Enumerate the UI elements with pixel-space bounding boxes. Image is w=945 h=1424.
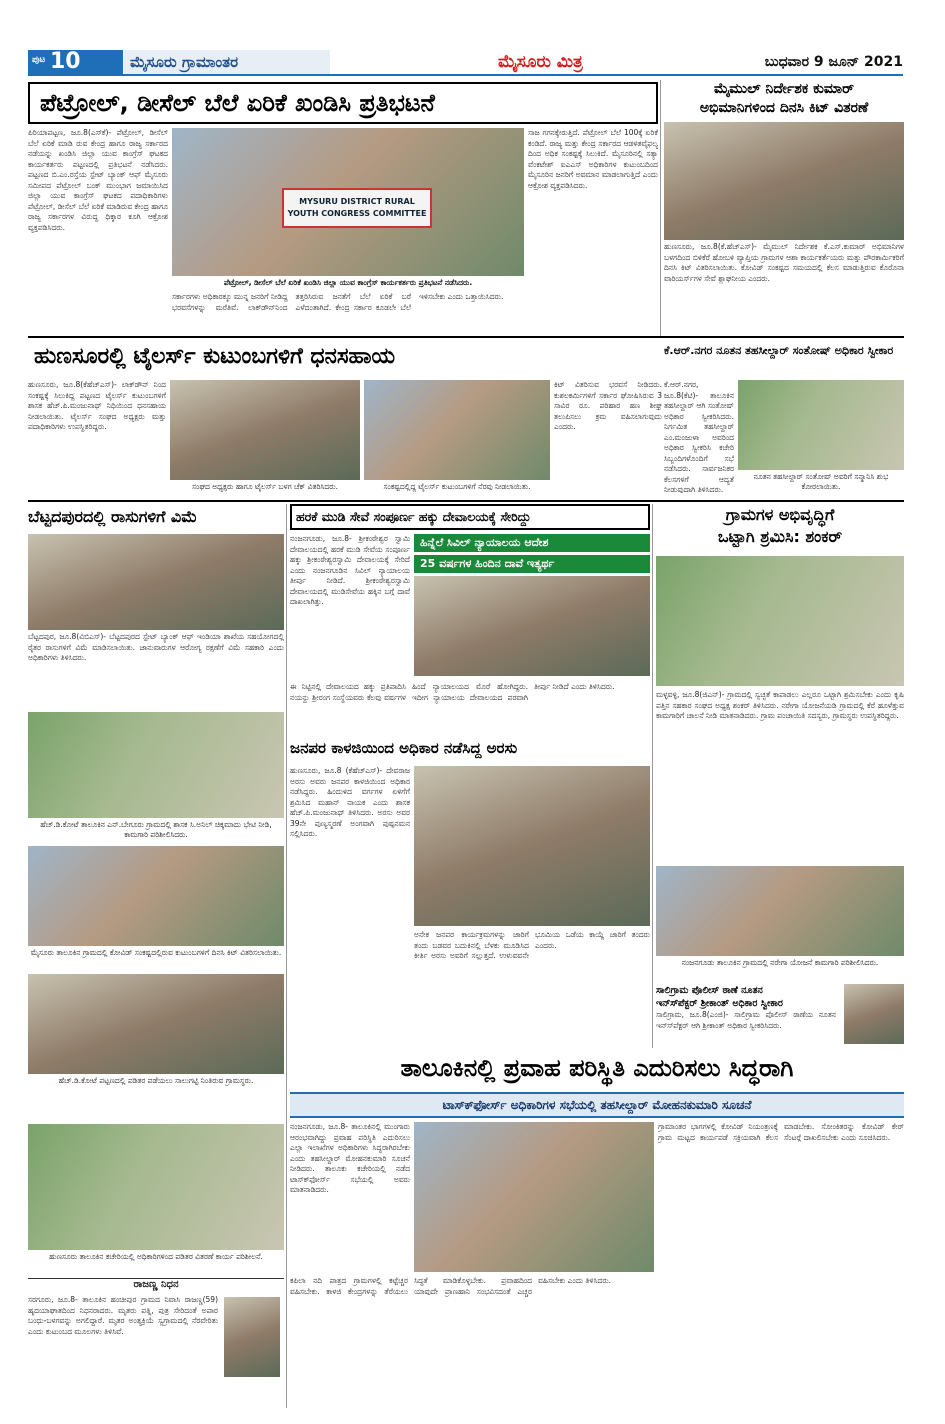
divider-2 (28, 500, 904, 502)
villages-headline-line2: ಒಟ್ಟಾಗಿ ಶ್ರಮಿಸಿ: ಶಂಕರ್ (717, 527, 843, 546)
mymul-body: ಹುಣಸೂರು, ಜೂ.8(ಕೆ.ಹೆಚ್‍ಎಸ್)- ಮೈಮುಲ್ ನಿರ್ದೇಶಕ ಕೆ.ಎಸ್.ಕುಮಾರ್ ಅಭಿಮಾನಿಗಳ ಬಳಗದಿಂದ ಬಿಳಿಕೆರೆ ಹೋಬಳಿ ವ್ಯಾಪ್ತಿಯ ಗ್ರಾಮಗಳ ಆಶಾ ಕಾರ್ಯಕರ್ತೆಯರು ಮತ್ತು ಪೌರಕಾರ್ಮಿಕರಿಗೆ ದಿನಸಿ ಕಿಟ್ ವಿತರಿಸಲಾಯಿತು. ಕೋವಿಡ್ ಸಂಕಷ್ಟದ ಸಮಯದಲ್ಲಿ ಕೆಲಸ ಮಾಡುತ್ತಿರುವ ಕೊರೊನಾ ವಾರಿಯರ್ಸ್‍ಗಳ ಸೇವೆ ಶ್ಲಾಘನೀಯ ಎಂದರು. (664, 242, 904, 283)
fuel-protest-photo (172, 128, 524, 276)
arasu-body-2: ಅನೇಕ ಜನಪರ ಕಾರ್ಯಕ್ರಮಗಳನ್ನು ಜಾರಿಗೆ ತಂದು ಬಡವರ ಬದುಕಿನಲ್ಲಿ ಬೆಳಕು ಮೂಡಿಸಿದ ಕೀರ್ತಿ ಅರಸು ಅವರಿಗೆ ಸಲ್ಲುತ್ತದೆ. ಉಳುವವನೇ ಭೂಮಿಯ ಒಡೆಯ ಕಾಯ್ದೆ ಜಾರಿಗೆ ತಂದರು ಎಂದರು. (414, 930, 650, 960)
relief-photo-1 (28, 712, 284, 818)
cows-photo (28, 534, 284, 630)
temple-feature (414, 534, 650, 678)
temple-bullet-1: ಹಿನ್ನೆಲೆ ಸಿವಿಲ್ ನ್ಯಾಯಾಲಯ ಆದೇಶ (414, 534, 650, 552)
hunsur-ration-caption: ಹುಣಸೂರು ತಾಲೂಕಿನ ಕಚೇರಿಯಲ್ಲಿ ಅಧಿಕಾರಿಗಳಿಂದ ಪಡಿತರ ವಿತರಣೆ ಕಾರ್ಯ ಪರಿಶೀಲನೆ. (49, 1252, 263, 1261)
fuel-body-right: ಸಾಜ ಗಗನಕ್ಕೇರುತ್ತಿದೆ. ಪೆಟ್ರೋಲ್ ಬೆಲೆ 100ಕ್ಕೆ ಏರಿಕೆ ಕಂಡಿದೆ. ರಾಜ್ಯ ಮತ್ತು ಕೇಂದ್ರ ಸರ್ಕಾರದ ಆಡಳಿತವೈಫಲ್ಯ ದಿಂದ ಅಧಿಕ ಸಂಕಷ್ಟಕ್ಕೆ ಸಿಲುಕಿದೆ. ಮೈಸೂರಿನಲ್ಲಿ ಸತ್ಯಾ ವೆಂಕಟೇಶ್ ಐಎಎಸ್ ಅಧಿಕಾರಿಗಳ ಕುಟುಂಬದಿಂದ ಮೈಸೂರಿನ ಜನರಿಗೆ ಅವಮಾನ ಮಾಡಲಾಗುತ್ತಿದೆ ಎಂದು ಆಕ್ರೋಶ ವ್ಯಕ್ತಪಡಿಸಿದರು. (528, 128, 658, 190)
fuel-body-bottom: ಸರ್ಕಾರಗಳು ಅಧಿಕಾರಕ್ಕೂ ಮುನ್ನ ಜನರಿಗೆ ನೀಡಿದ್ದ ಭರವಸೆಗಳನ್ನು ಮರೆತಿವೆ. ಲಾಕ್‍ಡೌನ್‍ನಿಂದ ತತ್ತರಿಸಿರುವ ಜನತೆಗೆ ಬೆಲೆ ಏರಿಕೆ ಬರೆ ಎಳೆದಂತಾಗಿದೆ. ಕೇಂದ್ರ ಸರ್ಕಾರ ಕೂಡಲೇ ಬೆಲೆ ಇಳಿಸಬೇಕು ಎಂದು ಒತ್ತಾಯಿಸಿದರು. (172, 292, 504, 312)
tailors-photo-2 (364, 380, 550, 480)
krnagar-headline: ಕೆ.ಆರ್.ನಗರ ನೂತನ ತಹಸೀಲ್ದಾರ್ ಸಂತೋಷ್ ಅಧಿಕಾರ ಸ್ವೀಕಾರ (664, 344, 894, 357)
page-word: ಪುಟ (32, 55, 46, 65)
krnagar-photo (738, 380, 904, 470)
inspector-headline-line2: ಇನ್ಸ್‍ಪೆಕ್ಟರ್ ಶ್ರೀಕಾಂತ್ ಅಧಿಕಾರ ಸ್ವೀಕಾರ (656, 998, 783, 1009)
flood-subhead: ಟಾಸ್ಕ್‍ಫೋರ್ಸ್ ಅಧಿಕಾರಿಗಳ ಸಭೆಯಲ್ಲಿ ತಹಸೀಲ್ದಾರ್ ಮೋಹನಕುಮಾರಿ ಸೂಚನೆ (290, 1092, 904, 1118)
obituary (28, 1278, 284, 1408)
temple-body-2: ಈ ನಿಟ್ಟಿನಲ್ಲಿ ದೇವಾಲಯದ ಹಕ್ಕು ಪ್ರತಿಪಾದಿಸಿ ನಯನ್ದು ಶ್ರೀರಂಗ ಸಂಸ್ಥೆಯವರು ಕೆಲವು ವರ್ಷಗಳ ಹಿಂದೆ ನ್ಯಾಯಾಲಯದ ಮೊರೆ ಹೋಗಿದ್ದರು. ಇದೀಗ ನ್ಯಾಯಾಲಯ ದೇವಾಲಯದ ಪರವಾಗಿ ತೀರ್ಪು ನೀಡಿದೆ ಎಂದು ತಿಳಿಸಿದರು. (290, 682, 615, 702)
tailors-caption-2: ಸಂಕಷ್ಟದಲ್ಲಿದ್ದ ಟೈಲರ್ಸ್ ಕುಟುಂಬಗಳಿಗೆ ನೆರವು ನೀಡಲಾಯಿತು. (383, 482, 531, 491)
mymul-headline (664, 80, 904, 120)
temple-headline: ಹರಕೆ ಮುಡಿ ಸೇವೆ ಸಂಪೂರ್ಣ ಹಕ್ಕು ದೇವಾಲಯಕ್ಕೆ ಸೇರಿದ್ದು (290, 504, 650, 530)
villages-photo-2 (656, 866, 904, 956)
tailors-photo-1 (170, 380, 360, 480)
tailors-headline: ಹುಣಸೂರಲ್ಲಿ ಟೈಲರ್ಸ್ ಕುಟುಂಬಗಳಿಗೆ ಧನಸಹಾಯ (34, 344, 396, 369)
tailors-body-2: ಕಿಟ್ ವಿತರಿಸುವ ಭರವಸೆ ನೀಡಿದರು. ಕುಶಲಕರ್ಮಿಗಳಿಗೆ ಸರ್ಕಾರ ಘೋಷಿಸಿರುವ 3 ಸಾವಿರ ರೂ. ಪರಿಹಾರ ಹಣ ಶೀಘ್ರ ತಲುಪಿಸಲು ಕ್ರಮ ವಹಿಸಲಾಗುವುದು ಎಂದರು. (554, 380, 662, 431)
obituary-body: ಸರಗೂರು, ಜೂ.8- ತಾಲೂಕಿನ ಹಂಚೀಪುರ ಗ್ರಾಮದ ನಿವಾಸಿ ರಾಜಣ್ಣ(59) ಹೃದಯಾಘಾತದಿಂದ ನಿಧನರಾದರು. ಮೃತರು ಪತ್ನಿ, ಪುತ್ರ ಸೇರಿದಂತೆ ಅಪಾರ ಬಂಧು-ಬಳಗವನ್ನು ಅಗಲಿದ್ದಾರೆ. ಮೃತರ ಅಂತ್ಯಕ್ರಿಯೆ ಸ್ವಗ್ರಾಮದಲ್ಲಿ ನೆರವೇರಿತು ಎಂದು ಕುಟುಂಬದ ಮೂಲಗಳು ತಿಳಿಸಿವೆ. (28, 1295, 218, 1336)
column-rule-1 (286, 504, 287, 1408)
arasu-body: ಹುಣಸೂರು, ಜೂ.8 (ಕೆಹೆಚ್‍ಎಸ್)- ದೇವರಾಜ ಅರಸು ಅವರು ಜನಪರ ಕಾಳಜಿಯಿಂದ ಅಧಿಕಾರ ನಡೆಸಿದ್ದರು. ಹಿಂದುಳಿದ ವರ್ಗಗಳ ಏಳಿಗೆಗೆ ಶ್ರಮಿಸಿದ ಮಹಾನ್ ನಾಯಕ ಎಂದು ಶಾಸಕ ಹೆಚ್.ಪಿ.ಮಂಜುನಾಥ್ ತಿಳಿಸಿದರು. ಅರಸು ಅವರ 39ನೇ ಪುಣ್ಯಸ್ಮರಣೆ ಅಂಗವಾಗಿ ಪುಷ್ಪನಮನ ಸಲ್ಲಿಸಿದರು. (290, 766, 410, 838)
inspector-headline-line1: ಸಾಲಿಗ್ರಾಮ ಪೊಲೀಸ್ ಠಾಣೆ ನೂತನ (656, 985, 763, 996)
fuel-photo-caption: ಪೆಟ್ರೋಲ್, ಡೀಸೆಲ್ ಬೆಲೆ ಏರಿಕೆ ಖಂಡಿಸಿ ಜಿಲ್ಲಾ ಯುವ ಕಾಂಗ್ರೆಸ್ ಕಾರ್ಯಕರ್ತರು ಪ್ರತಿಭಟನೆ ನಡೆಸಿದರು. (223, 278, 473, 287)
villages-headline (656, 504, 904, 552)
obituary-heading: ರಾಜಣ್ಣ ನಿಧನ (133, 1279, 179, 1290)
cows-caption: ಬೆಟ್ಟದಪುರ, ಜೂ.8(ವಿಬಿಎಸ್)- ಬೆಟ್ಟದಪುರದ ಸ್ಟೇಟ್ ಬ್ಯಾಂಕ್ ಆಫ್ ಇಂಡಿಯಾ ಶಾಖೆಯ ಸಹಯೋಗದಲ್ಲಿ ರೈತರ ರಾಸುಗಳಿಗೆ ವಿಮೆ ಮಾಡಿಸಲಾಯಿತು. ಜಾನುವಾರುಗಳ ಆರೋಗ್ಯ ರಕ್ಷಣೆಗೆ ವಿಮೆ ಸಹಕಾರಿ ಎಂದು ಅಧಿಕಾರಿಗಳು ತಿಳಿಸಿದರು. (28, 632, 284, 662)
relief-caption-2: ಮೈಸೂರು ತಾಲೂಕಿನ ಗ್ರಾಮದಲ್ಲಿ ಕೋವಿಡ್ ಸಂಕಷ್ಟದಲ್ಲಿರುವ ಕುಟುಂಬಗಳಿಗೆ ದಿನಸಿ ಕಿಟ್ ವಿತರಿಸಲಾಯಿತು. (30, 948, 282, 957)
column-rule-2 (652, 504, 653, 1048)
krnagar-body: ಕೆ.ಆರ್.ನಗರ, ಜೂ.8(ಕೆಟಿ)- ತಾಲೂಕಿನ ತಹಸೀಲ್ದಾರ್ ಆಗಿ ಸಂತೋಷ್ ಅಧಿಕಾರ ಸ್ವೀಕರಿಸಿದರು. ನಿರ್ಗಮಿತ ತಹಸೀಲ್ದಾರ್ ಎಂ.ಮಂಜುಳಾ ಅವರಿಂದ ಅಧಿಕಾರ ಸ್ವೀಕರಿಸಿ ಕಚೇರಿ ಸಿಬ್ಬಂದಿಗಳೊಂದಿಗೆ ಸಭೆ ನಡೆಸಿದರು. ಸಾರ್ವಜನಿಕರ ಕೆಲಸಗಳಿಗೆ ಆದ್ಯತೆ ನೀಡುವುದಾಗಿ ತಿಳಿಸಿದರು. (664, 380, 734, 494)
inspector-story (656, 984, 904, 1046)
relief-caption-1: ಹೆಚ್.ಡಿ.ಕೋಟೆ ತಾಲೂಕಿನ ಎನ್.ಬೇಗೂರು ಗ್ರಾಮದಲ್ಲಿ ಶಾಸಕ ಸಿ.ಅನಿಲ್ ಚಿಕ್ಕಮಾದು ಭೇಟಿ ನೀಡಿ, ಕಾಮಗಾರಿ ಪರಿಶೀಲಿಸಿದರು. (40, 820, 272, 839)
flood-body-2: ಕಪಿಲಾ ನದಿ ಪಾತ್ರದ ಗ್ರಾಮಗಳಲ್ಲಿ ಕಟ್ಟೆಚ್ಚರ ವಹಿಸಬೇಕು. ಕಾಳಜಿ ಕೇಂದ್ರಗಳನ್ನು ತೆರೆಯಲು ಸಿದ್ಧತೆ ಮಾಡಿಕೊಳ್ಳಬೇಕು. ಪ್ರವಾಹದಿಂದ ಯಾವುದೇ ಪ್ರಾಣಹಾನಿ ಸಂಭವಿಸದಂತೆ ಎಚ್ಚರ ವಹಿಸಬೇಕು ಎಂದು ತಿಳಿಸಿದರು. (290, 1276, 612, 1296)
divider-1 (28, 336, 904, 338)
section-name: ಮೈಸೂರು ಗ್ರಾಮಾಂತರ (124, 50, 330, 74)
temple-bullet-2: 25 ವರ್ಷಗಳ ಹಿಂದಿನ ದಾವೆ ಇತ್ಯರ್ಥ (414, 555, 650, 573)
fuel-body-left: ಪಿರಿಯಾಪಟ್ಟಣ, ಜೂ.8(ಎಸ್‍ಕೆ)- ಪೆಟ್ರೋಲ್, ಡೀಸೆಲ್ ಬೆಲೆ ಏರಿಕೆ ಮಾಡಿ ರುವ ಕೇಂದ್ರ ಹಾಗೂ ರಾಜ್ಯ ಸರ್ಕಾರದ ನಡೆಯನ್ನು ಖಂಡಿಸಿ ಜಿಲ್ಲಾ ಯುವ ಕಾಂಗ್ರೆಸ್ ಘಟಕದ ಕಾರ್ಯಕರ್ತರು ಪಟ್ಟಣದಲ್ಲಿ ಪ್ರತಿಭಟನೆ ನಡೆಸಿದರು. ಪಟ್ಟಣದ ಬಿ.ಎಂ.ರಸ್ತೆಯ ಸ್ಟೇಟ್ ಬ್ಯಾಂಕ್ ಆಫ್ ಮೈಸೂರು ಸಮೀಪದ ಪೆಟ್ರೋಲ್ ಬಂಕ್ ಮುಂಭಾಗ ಜಮಾಯಿಸಿದ ಜಿಲ್ಲಾ ಯುವ ಕಾಂಗ್ರೆಸ್ ಘಟಕದ ಪದಾಧಿಕಾರಿಗಳು ಪೆಟ್ರೋಲ್, ಡೀಸೆಲ್ ಬೆಲೆ ಏರಿಕೆ ಮಾಡಿರುವ ಕೇಂದ್ರ ಹಾಗೂ ರಾಜ್ಯ ಸರ್ಕಾರಗಳ ವಿರುದ್ಧ ಧಿಕ್ಕಾರ ಕೂಗಿ ಆಕ್ರೋಶ ವ್ಯಕ್ತಪಡಿಸಿದರು. (28, 128, 168, 232)
relief-photo-3 (28, 974, 284, 1074)
fuel-headline: ಪೆಟ್ರೋಲ್, ಡೀಸೆಲ್ ಬೆಲೆ ಏರಿಕೆ ಖಂಡಿಸಿ ಪ್ರತಿಭಟನೆ (28, 82, 658, 124)
arasu-photo (414, 766, 650, 926)
mymul-headline-line1: ಮೈಮುಲ್ ನಿರ್ದೇಶಕ ಕುಮಾರ್ (713, 81, 855, 97)
congress-banner: MYSURU DISTRICT RURAL YOUTH CONGRESS COMMITTEE (282, 188, 432, 228)
flood-headline: ತಾಲೂಕಿನಲ್ಲಿ ಪ್ರವಾಹ ಪರಿಸ್ಥಿತಿ ಎದುರಿಸಲು ಸಿದ್ಧರಾಗಿ (400, 1054, 794, 1082)
villages-body: ಮಳ್ಳವಳ್ಳಿ, ಜೂ.8(ಜಿಎನ್)- ಗ್ರಾಮದಲ್ಲಿ ಸ್ವಚ್ಛತೆ ಕಾಪಾಡಲು ಎಲ್ಲರೂ ಒಟ್ಟಾಗಿ ಶ್ರಮಿಸಬೇಕು ಎಂದು ಕೃಷಿ ಪತ್ತಿನ ಸಹಕಾರ ಸಂಘದ ಅಧ್ಯಕ್ಷ ಶಂಕರ್ ತಿಳಿಸಿದರು. ನರೇಗಾ ಯೋಜನೆಯಡಿ ಗ್ರಾಮದಲ್ಲಿ ಕೆರೆ ಹೂಳೆತ್ತುವ ಕಾಮಗಾರಿಗೆ ಚಾಲನೆ ನೀಡಿ ಮಾತನಾಡಿದರು. ಗ್ರಾಮ ಪಂಚಾಯಿತಿ ಸದಸ್ಯರು, ಗ್ರಾಮಸ್ಥರು ಉಪಸ್ಥಿತರಿದ್ದರು. (656, 690, 904, 720)
villages-photo (656, 556, 904, 686)
obituary-photo (224, 1297, 280, 1377)
temple-photo (414, 576, 650, 676)
page-tag (28, 50, 239, 74)
masthead-rule (28, 74, 903, 76)
temple-body-1: ನಂಜನಗೂಡು, ಜೂ.8- ಶ್ರೀಕಂಠೇಶ್ವರ ಸ್ವಾಮಿ ದೇವಾಲಯದಲ್ಲಿ ಹರಕೆ ಮುಡಿ ಸೇವೆಯ ಸಂಪೂರ್ಣ ಹಕ್ಕು ಶ್ರೀಕಂಠೇಶ್ವರಸ್ವಾಮಿ ದೇವಾಲಯಕ್ಕೆ ಸೇರಿದೆ ಎಂದು ನಂಜನಗೂಡಿನ ಸಿವಿಲ್ ನ್ಯಾಯಾಲಯ ತೀರ್ಪು ನೀಡಿದೆ. ಶ್ರೀಕಂಠೇಶ್ವರಸ್ವಾಮಿ ದೇವಾಲಯದಲ್ಲಿ ಮುಡಿಸೇವೆಯ ಹಕ್ಕಿನ ಬಗ್ಗೆ ದಾವೆ ದಾಖಲಾಗಿತ್ತು. (290, 534, 410, 606)
inspector-photo (844, 984, 904, 1044)
tailors-caption-1: ಸಂಘದ ಅಧ್ಯಕ್ಷರು ಹಾಗೂ ಟೈಲರ್ಸ್ ಬಳಗ ಚೆಕ್ ವಿತರಿಸಿದರು. (192, 482, 338, 491)
flood-meeting-photo (414, 1122, 654, 1272)
page-number: 10 (50, 50, 81, 74)
masthead (28, 50, 903, 76)
arasu-headline: ಜನಪರ ಕಾಳಜಿಯಿಂದ ಅಧಿಕಾರ ನಡೆಸಿದ್ದ ಅರಸು (290, 739, 518, 757)
mymul-photo (664, 122, 904, 240)
krnagar-caption: ನೂತನ ತಹಸೀಲ್ದಾರ್ ಸಂತೋಷ್ ಅವರಿಗೆ ಸನ್ಮಾನಿಸಿ ಶುಭ ಕೋರಲಾಯಿತು. (753, 472, 889, 491)
flood-body-3: ಗ್ರಾಮಾಂತರ ಭಾಗಗಳಲ್ಲಿ ಕೋವಿಡ್ ನಿಯಂತ್ರಣಕ್ಕೆ ಗ್ರಾಮ ಮಟ್ಟದ ಕಾರ್ಯಪಡೆ ಸಕ್ರಿಯವಾಗಿ ಕೆಲಸ ಮಾಡಬೇಕು. ಸೋಂಕಿತರನ್ನು ಕೋವಿಡ್ ಕೇರ್ ಸೆಂಟರ್‍ಗೆ ದಾಖಲಿಸಬೇಕು ಎಂದು ಸೂಚಿಸಿದರು. (658, 1122, 904, 1142)
relief-caption-3: ಹೆಚ್.ಡಿ.ಕೋಟೆ ಪಟ್ಟಣದಲ್ಲಿ ಪಡಿತರ ಪಡೆಯಲು ಸಾಲುಗಟ್ಟಿ ನಿಂತಿರುವ ಗ್ರಾಮಸ್ಥರು. (58, 1076, 254, 1085)
mymul-headline-line2: ಅಭಿಮಾನಿಗಳಿಂದ ದಿನಸಿ ಕಿಟ್ ವಿತರಣೆ (699, 100, 869, 116)
inspector-body: ಸಾಲಿಗ್ರಾಮ, ಜೂ.8(ಎಂಜಿ)- ಸಾಲಿಗ್ರಾಮ ಪೊಲೀಸ್ ಠಾಣೆಯ ನೂತನ ಇನ್ಸ್‍ಪೆಕ್ಟರ್ ಆಗಿ ಶ್ರೀಕಾಂತ್ ಅಧಿಕಾರ ಸ್ವೀಕರಿಸಿದರು. (656, 1010, 836, 1030)
tailors-body: ಹುಣಸೂರು, ಜೂ.8(ಕೆಹೆಚ್‍ಎಸ್)- ಲಾಕ್‍ಡೌನ್ ನಿಂದ ಸಂಕಷ್ಟಕ್ಕೆ ಸಿಲುಕಿದ್ದ ಪಟ್ಟಣದ ಟೈಲರ್ಸ್ ಕುಟುಂಬಗಳಿಗೆ ಶಾಸಕ ಹೆಚ್.ಪಿ.ಮಂಜುನಾಥ್ ನಿಧಿಯಿಂದ ಧನಸಹಾಯ ನೀಡಲಾಯಿತು. ಟೈಲರ್ಸ್ ಸಂಘದ ಅಧ್ಯಕ್ಷರು ಮತ್ತು ಪದಾಧಿಕಾರಿಗಳು ಉಪಸ್ಥಿತರಿದ್ದರು. (28, 380, 166, 431)
villages-headline-line1: ಗ್ರಾಮಗಳ ಅಭಿವೃದ್ಧಿಗೆ (725, 505, 835, 524)
column-rule-3 (660, 80, 661, 336)
villages-caption: ನಂಜನಗೂಡು ತಾಲೂಕಿನ ಗ್ರಾಮದಲ್ಲಿ ನರೇಗಾ ಯೋಜನೆ ಕಾಮಗಾರಿ ಪರಿಶೀಲಿಸಿದರು. (681, 958, 879, 967)
relief-photo-2 (28, 846, 284, 946)
paper-name: ಮೈಸೂರು ಮಿತ್ರ (498, 52, 583, 72)
cows-headline: ಬೆಟ್ಟದಪುರದಲ್ಲಿ ರಾಸುಗಳಿಗೆ ವಿಮೆ (28, 507, 198, 526)
hunsur-ration-photo (28, 1124, 284, 1250)
flood-body-1: ನಂಜನಗೂಡು, ಜೂ.8- ತಾಲೂಕಿನಲ್ಲಿ ಮುಂಗಾರು ಆರಂಭವಾಗಿದ್ದು ಪ್ರವಾಹ ಪರಿಸ್ಥಿತಿ ಎದುರಿಸಲು ಎಲ್ಲಾ ಇಲಾಖೆಗಳ ಅಧಿಕಾರಿಗಳು ಸಿದ್ಧರಾಗಿರಬೇಕು ಎಂದು ತಹಸೀಲ್ದಾರ್ ಮೋಹನಕುಮಾರಿ ಸೂಚನೆ ನೀಡಿದರು. ತಾಲೂಕು ಕಚೇರಿಯಲ್ಲಿ ನಡೆದ ಟಾಸ್ಕ್‍ಫೋರ್ಸ್ ಸಭೆಯಲ್ಲಿ ಅವರು ಮಾತನಾಡಿದರು. (290, 1122, 410, 1194)
issue-date: ಬುಧವಾರ 9 ಜೂನ್ 2021 (764, 54, 903, 70)
